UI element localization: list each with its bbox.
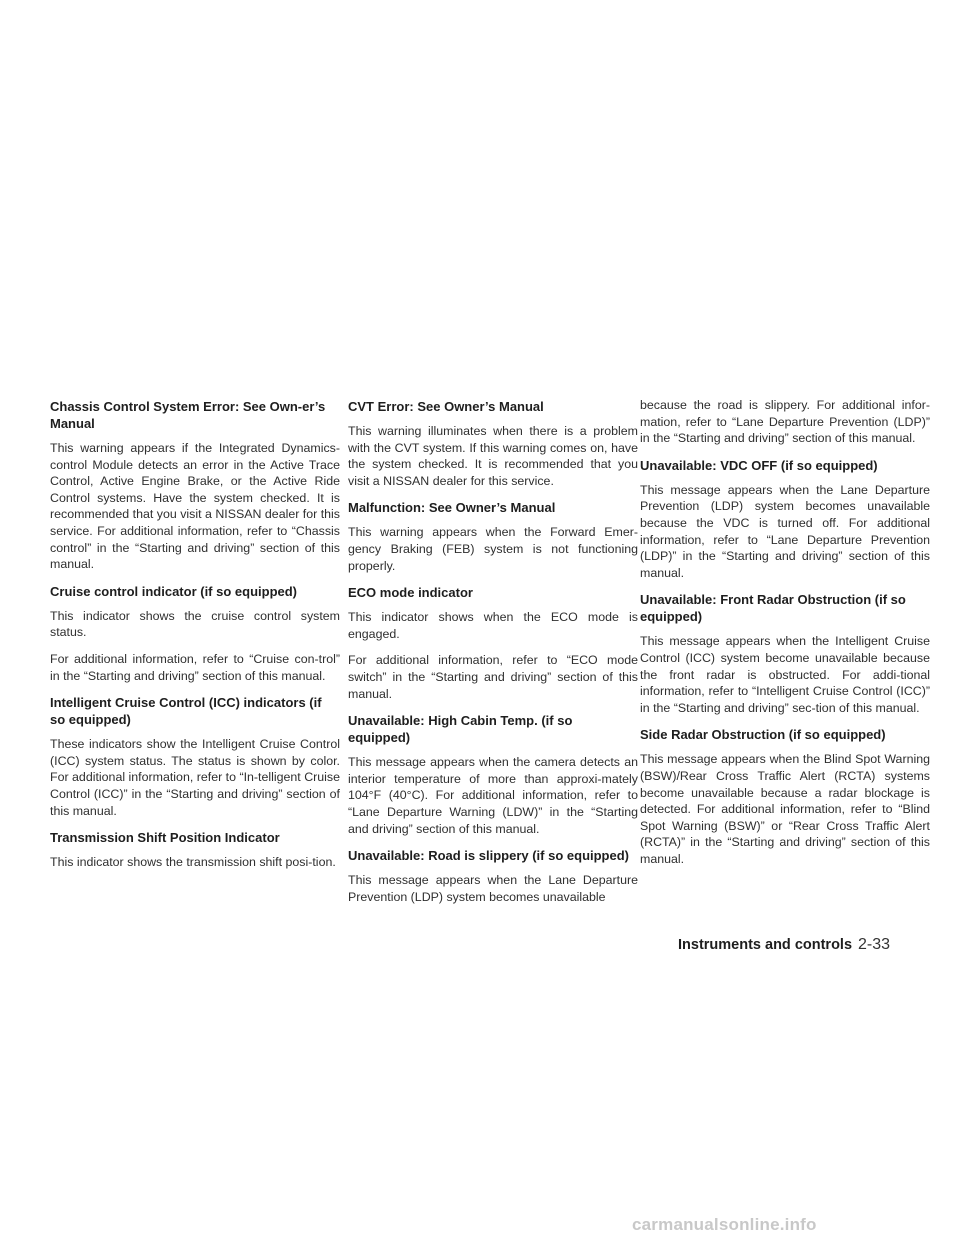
paragraph: This message appears when the Blind Spot Warning (BSW)/Rear Cross Traffic Alert (RCTA) systems become unavailable because a radar blockage is detected. For additional information, refer to “Blind Spot Warning (BSW)” or “Rear Cross Traffic Alert (RCTA)” in the “Starting and driving” section of this manual. — [640, 752, 930, 866]
watermark: carmanualsonline.info — [632, 1215, 817, 1234]
section-heading: Transmission Shift Position Indicator — [50, 830, 280, 846]
paragraph: This warning appears if the Integrated Dynamics-control Module detects an error in the Active Trace Control, Active Engine Brake, or the Active Ride Control systems. Have the system checked. It is recommended that you visit a NISSAN dealer for this service. For additional information, refer to “Chassis control” in the “Starting and driving” section of this manual. — [50, 441, 340, 572]
paragraph: This warning illuminates when there is a problem with the CVT system. If this warning comes on, have the system checked. It is recommended that you visit a NISSAN dealer for this service. — [348, 424, 638, 488]
section-heading: ECO mode indicator — [348, 585, 473, 601]
paragraph: This message appears when the Lane Departure Prevention (LDP) system becomes unavailable because the VDC is turned off. For additional information, refer to “Lane Departure Prevention (LDP)” in the “Starting and driving” section of this manual. — [640, 482, 930, 580]
paragraph: This warning appears when the Forward Emer-gency Braking (FEB) system is not functioning properly. — [348, 525, 638, 573]
text-column-3 — [640, 398, 930, 877]
paragraph: This message appears when the Intelligent Cruise Control (ICC) system become unavailable because the front radar is obstructed. For addi-tional information, refer to “Intelligent Cruise Control (ICC)” in the “Starting and driving” sec-tion of this manual. — [640, 634, 930, 715]
section-heading: Unavailable: Road is slippery (if so equipped) — [348, 848, 629, 864]
paragraph: This message appears when the camera detects an interior temperature of more than approxi-mately 104°F (40°C). For additional information, refer to “Lane Departure Warning (LDW)” in the “Starting and driving” section of this manual. — [348, 755, 638, 836]
paragraph: These indicators show the Intelligent Cruise Control (ICC) system status. The status is shown by color. For additional information, refer to “In-telligent Cruise Control (ICC)” in the “Starting and driving” section of this manual. — [50, 737, 340, 818]
paragraph: This indicator shows the transmission shift posi-tion. — [50, 855, 336, 870]
section-heading: Malfunction: See Owner’s Manual — [348, 500, 556, 516]
text-column-1 — [50, 398, 340, 881]
page-number: 2-33 — [858, 936, 891, 953]
page-footer — [678, 936, 938, 954]
paragraph: For additional information, refer to “ECO mode switch” in the “Starting and driving” section of this manual. — [348, 653, 638, 701]
paragraph: This indicator shows when the ECO mode is engaged. — [348, 610, 638, 641]
section-heading: Side Radar Obstruction (if so equipped) — [640, 727, 886, 743]
paragraph: This message appears when the Lane Departure Prevention (LDP) system becomes unavailable — [348, 873, 638, 904]
section-heading: Unavailable: VDC OFF (if so equipped) — [640, 457, 878, 473]
paragraph: For additional information, refer to “Cruise con-trol” in the “Starting and driving” section of this manual. — [50, 651, 340, 683]
section-heading: Unavailable: High Cabin Temp. (if so equipped) — [348, 713, 573, 746]
section-heading: Intelligent Cruise Control (ICC) indicators (if so equipped) — [50, 695, 322, 728]
section-heading: Cruise control indicator (if so equipped) — [50, 583, 298, 599]
footer-section-title: Instruments and controls — [678, 937, 853, 953]
section-heading: Unavailable: Front Radar Obstruction (if so equipped) — [640, 592, 906, 625]
paragraph: This indicator shows the cruise control system status. — [50, 608, 340, 640]
section-heading: Chassis Control System Error: See Own-er’s Manual — [50, 399, 326, 431]
paragraph: because the road is slippery. For additional infor-mation, refer to “Lane Departure Prevention (LDP)” in the “Starting and driving” section of this manual. — [640, 398, 930, 446]
text-column-2 — [348, 398, 638, 915]
section-heading: CVT Error: See Owner’s Manual — [348, 399, 544, 414]
